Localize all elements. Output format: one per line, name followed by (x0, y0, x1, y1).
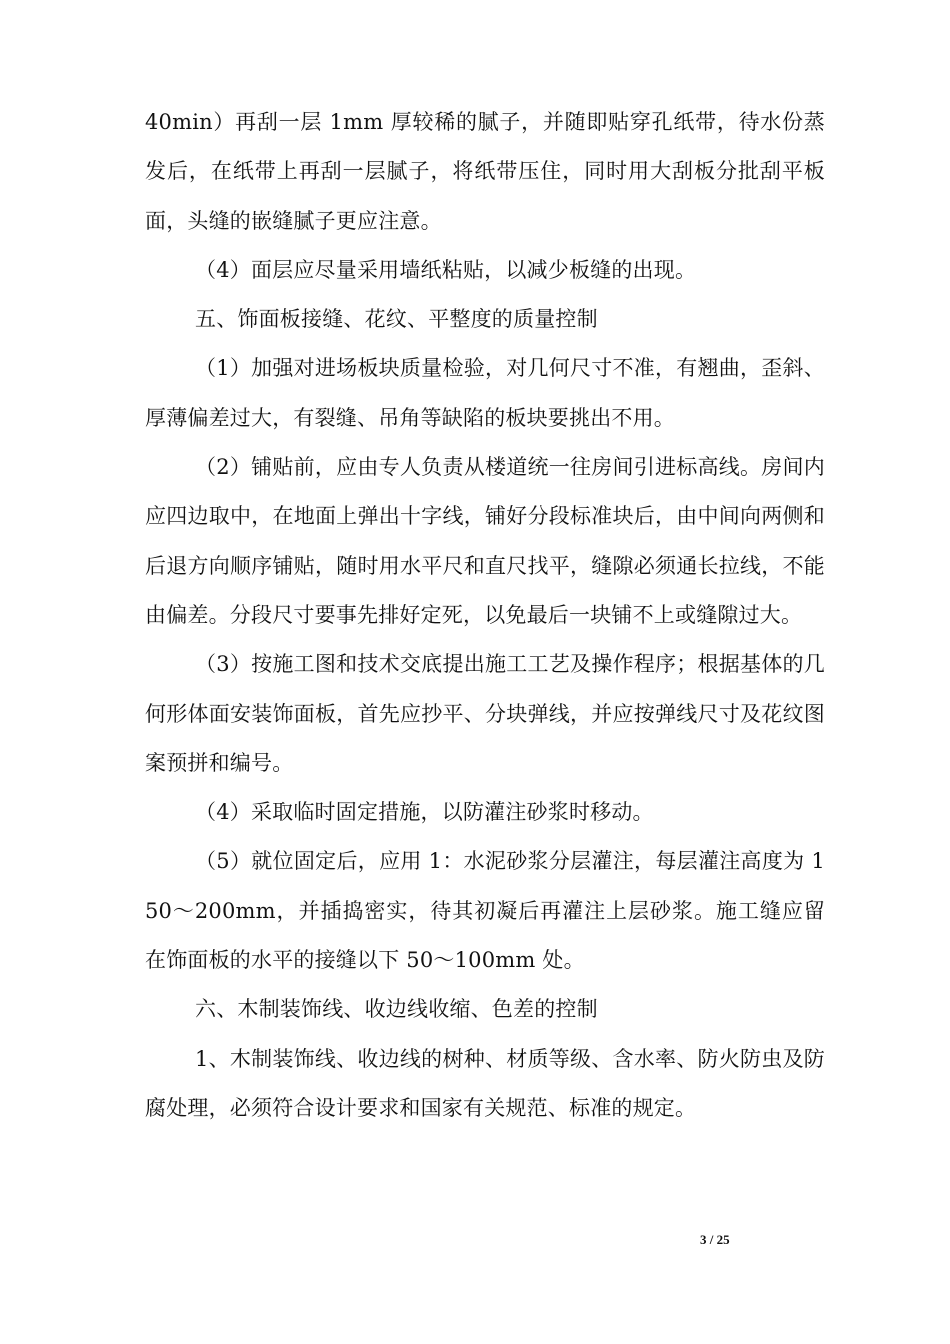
paragraph-item-2-paving: （2）铺贴前，应由专人负责从楼道统一往房间引进标高线。房间内应四边取中，在地面上弹出十字线，铺好分段标准块后，由中间向两侧和后退方向顺序铺贴，随时用水平尺和直尺找平，缝隙必须通长拉线，不能由偏差。分段尺寸要事先排好定死，以免最后一块铺不上或缝隙过大。 (145, 455, 825, 627)
paragraph-item-5-grouting: （5）就位固定后，应用 1：水泥砂浆分层灌注，每层灌注高度为 150～200mm，并插捣密实，待其初凝后再灌注上层砂浆。施工缝应留在饰面板的水平的接缝以下 50～100mm 处。 (145, 849, 825, 973)
paragraph-continuation: 40min）再刮一层 1mm 厚较稀的腻子，并随即贴穿孔纸带，待水份蒸发后，在纸带上再刮一层腻子，将纸带压住，同时用大刮板分批刮平板面，头缝的嵌缝腻子更应注意。 (145, 110, 825, 233)
paragraph-item-3-installation: （3）按施工图和技术交底提出施工工艺及操作程序；根据基体的几何形体面安装饰面板，首先应抄平、分块弹线，并应按弹线尺寸及花纹图案预拼和编号。 (145, 652, 825, 775)
section-heading-6: 六、木制装饰线、收边线收缩、色差的控制 (195, 997, 598, 1022)
paragraph-item-1-wood-trim: 1、木制装饰线、收边线的树种、材质等级、含水率、防火防虫及防腐处理，必须符合设计要求和国家有关规范、标准的规定。 (145, 1046, 825, 1120)
paragraph-item-4-wallpaper: （4）面层应尽量采用墙纸粘贴，以减少板缝的出现。 (195, 257, 697, 282)
document-body (145, 98, 825, 1133)
paragraph-item-4-fixing: （4）采取临时固定措施，以防灌注砂浆时移动。 (195, 800, 654, 825)
page-number: 3 / 25 (700, 1232, 730, 1247)
section-heading-5: 五、饰面板接缝、花纹、平整度的质量控制 (195, 307, 598, 332)
paragraph-item-1-inspection: （1）加强对进场板块质量检验，对几何尺寸不准，有翘曲，歪斜、厚薄偏差过大，有裂缝、吊角等缺陷的板块要挑出不用。 (145, 356, 825, 430)
